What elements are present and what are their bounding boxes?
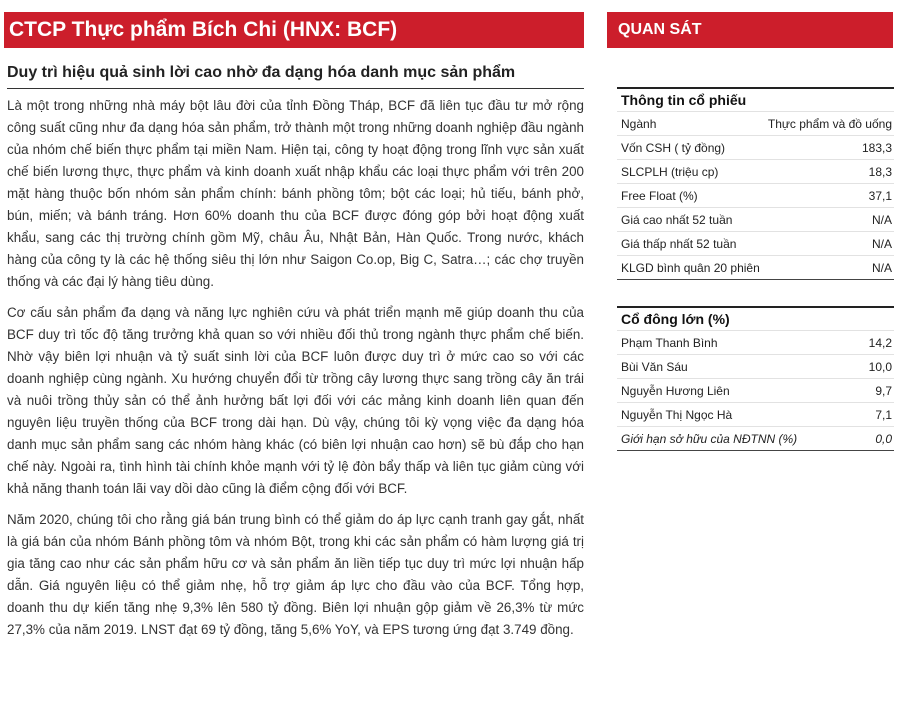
stock-info-heading: Thông tin cổ phiếu — [617, 87, 894, 111]
paragraph: Năm 2020, chúng tôi cho rằng giá bán trung bình có thể giảm do áp lực cạnh tranh gay gắt, nhất là giá bán của nhóm Bánh phồng tôm và nhóm Bột, trong khi các sản phẩm có hàm lượng giá trị gia tăng cao như các sản phẩm hữu cơ và sản phẩm ăn liền tiếp tục duy trì mức lợi nhuận hấp dẫn. Giá nguyên liệu có thể giảm nhẹ, hỗ trợ giảm áp lực cho đầu vào của BCF. Tổng hợp, doanh thu dự kiến tăng nhẹ 9,3% lên 580 tỷ đồng. Biên lợi nhuận gộp giảm về 26,3% từ mức 27,3% của năm 2019. LNST đạt 69 tỷ đồng, tăng 5,6% YoY, và EPS tương ứng đạt 3.749 đồng. — [7, 512, 584, 637]
report-title-banner — [4, 12, 584, 48]
shareholder-row — [617, 330, 894, 354]
stock-info-row — [617, 231, 894, 255]
sidebar-title: QUAN SÁT — [618, 21, 702, 38]
row-value: 37,1 — [868, 188, 892, 203]
stock-info-row — [617, 255, 894, 279]
shareholder-row — [617, 354, 894, 378]
shareholders-heading: Cổ đông lớn (%) — [617, 306, 894, 330]
row-label: Giá cao nhất 52 tuần — [621, 212, 733, 227]
row-value: N/A — [871, 212, 892, 227]
row-label: Bùi Văn Sáu — [621, 359, 688, 374]
report-subtitle: Duy trì hiệu quả sinh lời cao nhờ đa dạng hóa danh mục sản phẩm — [7, 60, 584, 89]
row-value: 0,0 — [875, 431, 892, 446]
sidebar-title-banner — [607, 12, 893, 48]
paragraph: Là một trong những nhà máy bột lâu đời của tỉnh Đồng Tháp, BCF đã liên tục đầu tư mở rộng công suất cũng như đa dạng hóa sản phẩm, trở thành một trong những doanh nghiệp đầu ngành của nhóm chế biến thực phẩm tại miền Nam. Hiện tại, công ty hoạt động trong lĩnh vực sản xuất chế biến lương thực, thực phẩm và kinh doanh xuất nhập khẩu các loại thực phẩm với trên 200 mặt hàng thuộc bốn nhóm sản phẩm chính: bánh phồng tôm; bột các loại; hủ tiếu, bánh phở, bún, miến; và bánh tráng. Hơn 60% doanh thu của BCF được đóng góp bởi hoạt động xuất khẩu, sang các thị trường chính gồm Mỹ, châu Âu, Nhật Bản, Hàn Quốc. Trong nước, khách hàng của công ty là các hệ thống siêu thị lớn như Saigon Co.op, Big C, Satra…; các chợ truyền thống và các đại lý hàng tiêu dùng. — [7, 98, 584, 289]
report-title: CTCP Thực phẩm Bích Chi (HNX: BCF) — [9, 18, 398, 41]
stock-info-row — [617, 135, 894, 159]
row-label: Giới hạn sở hữu của NĐTNN (%) — [621, 431, 798, 446]
paragraph: Cơ cấu sản phẩm đa dạng và năng lực nghiên cứu và phát triển mạnh mẽ giúp doanh thu của BCF duy trì tốc độ tăng trưởng khả quan so với nhiều đối thủ trong ngành thực phẩm chế biến. Nhờ vậy biên lợi nhuận và tỷ suất sinh lời của BCF luôn được duy trì ở mức cao so với các doanh nghiệp cùng ngành. Xu hướng chuyển đổi từ trồng cây lương thực sang trồng cây ăn trái và nuôi trồng thủy sản có thể ảnh hưởng bất lợi đối với các mảng kinh doanh liên quan đến nguyên liệu truyền thống của BCF trong dài hạn. Dù vậy, chúng tôi kỳ vọng việc đa dạng hóa danh mục sản phẩm sang các nhóm hàng khác (có biên lợi nhuận cao hơn) sẽ bù đắp cho hạn chế này. Ngoài ra, tình hình tài chính khỏe mạnh với tỷ lệ đòn bẩy thấp và liên tục giảm cùng với khả năng thanh toán lãi vay dồi dào cũng là điểm cộng đối với BCF. — [7, 305, 584, 496]
stock-info-row — [617, 111, 894, 135]
row-value: 9,7 — [875, 383, 892, 398]
row-value: 183,3 — [861, 140, 892, 155]
row-label: Vốn CSH ( tỷ đồng) — [621, 140, 726, 155]
row-value: N/A — [871, 236, 892, 251]
row-label: Free Float (%) — [621, 188, 698, 203]
row-label: SLCPLH (triệu cp) — [621, 164, 719, 179]
stock-info-row — [617, 207, 894, 231]
report-body — [7, 95, 584, 650]
row-label: Nguyễn Thị Ngọc Hà — [621, 407, 733, 422]
row-value: Thực phẩm và đồ uống — [767, 116, 892, 131]
shareholders-panel — [617, 306, 894, 451]
row-value: 18,3 — [868, 164, 892, 179]
row-value: 10,0 — [868, 359, 892, 374]
shareholder-row — [617, 378, 894, 402]
foreign-ownership-row — [617, 426, 894, 450]
row-value: 14,2 — [868, 335, 892, 350]
row-label: Giá thấp nhất 52 tuần — [621, 236, 737, 251]
row-value: N/A — [871, 260, 892, 275]
row-value: 7,1 — [875, 407, 892, 422]
shareholder-row — [617, 402, 894, 426]
stock-info-row — [617, 183, 894, 207]
row-label: Phạm Thanh Bình — [621, 335, 718, 350]
row-label: Ngành — [621, 116, 657, 131]
stock-info-panel — [617, 87, 894, 280]
stock-info-row — [617, 159, 894, 183]
row-label: Nguyễn Hương Liên — [621, 383, 730, 398]
row-label: KLGD bình quân 20 phiên — [621, 260, 760, 275]
